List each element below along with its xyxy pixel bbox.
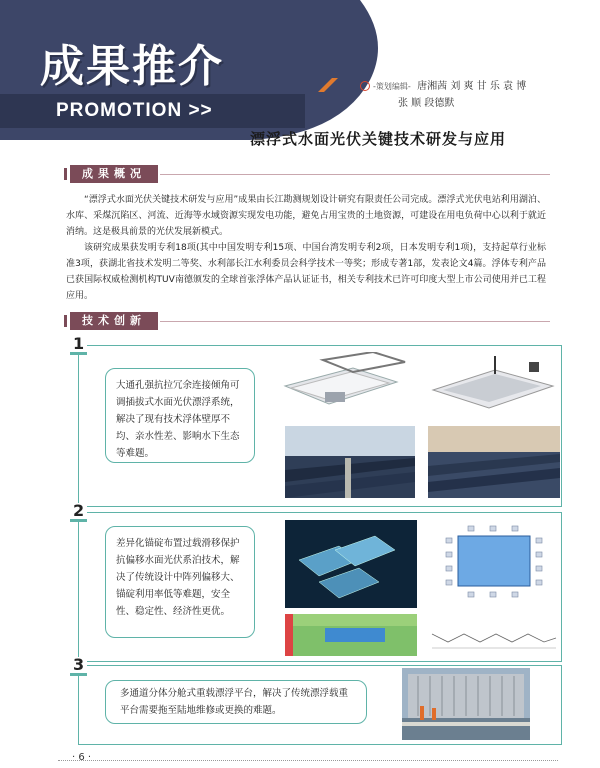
editor-names: 唐湘茜 刘 爽 甘 乐 袁 博 (417, 81, 527, 92)
innovation-heading: 技术创新 (70, 312, 158, 330)
article-title: 漂浮式水面光伏关键技术研发与应用 (250, 130, 507, 148)
editor-names-2: 张 顺 段德默 (398, 98, 455, 109)
flow-simulation-image (285, 614, 417, 656)
item-number: 2 (70, 503, 87, 522)
accent-mark (318, 78, 338, 92)
section-title: 成果推介 (40, 41, 224, 92)
editor-credit: -策划编辑- 唐湘茜 刘 爽 甘 乐 袁 博 张 顺 段德默 (360, 78, 526, 112)
footer-rule (58, 760, 558, 761)
float-render-image-2 (425, 352, 560, 418)
solar-array-photo (428, 426, 560, 498)
divider (160, 321, 550, 322)
innovation-text-2: 差异化锚碇布置过载滑移保护抗偏移水面光伏系泊技术，解决了传统设计中阵列偏移大、锚碇利用率低等难题，安全性、稳定性、经济性更优。 (105, 526, 255, 638)
overview-paragraph-2: 该研究成果获发明专利18项(其中中国发明专利15项、中国台湾发明专利2项，日本发明专利1项)，支持起草行业标准3项，获湖北省技术发明二等奖、水利部长江水利委员会科学技术一等奖；形成专著1部，发表论文4篇。浮体专利产品已获国际权威检测机构TUV南德颁发的全球首张浮体产品认证证书，相关专利技术已许可印度大型上市公司使用并已工程应用。 (66, 243, 546, 301)
innovation-text-1: 大通孔强抗拉冗余连接倾角可调插拔式水面光伏漂浮系统，解决了现有技术浮体壁厚不均、亲水性差、影响水下生态等难题。 (105, 368, 255, 463)
divider (160, 174, 550, 175)
overview-paragraph-1: “漂浮式水面光伏关键技术研发与应用”成果由长江勘测规划设计研究有限责任公司完成。漂浮式光伏电站利用湖泊、水库、采煤沉陷区、河流、近海等水域资源实现发电功能，避免占用宝贵的土地资源，可建设在用电负荷中心以利于就近消纳。这是极具前景的光伏发展新模式。 (66, 195, 546, 237)
overview-heading: 成果概况 (70, 165, 158, 183)
page-number: · 6 · (72, 752, 92, 763)
mooring-profile-diagram (428, 614, 560, 656)
float-render-image (265, 352, 413, 418)
innovation-text-3: 多通道分体分舱式重载漂浮平台，解决了传统漂浮载重平台需要拖至陆地维修或更换的难题。 (105, 680, 367, 724)
circle-icon (360, 81, 370, 91)
anchor-layout-diagram (428, 520, 560, 604)
mooring-render-image (285, 520, 417, 608)
solar-plant-photo (285, 426, 415, 498)
section-title-en: PROMOTION >> (56, 100, 213, 121)
platform-photo (402, 668, 530, 740)
item-number: 1 (70, 336, 87, 355)
item-number: 3 (70, 657, 87, 676)
